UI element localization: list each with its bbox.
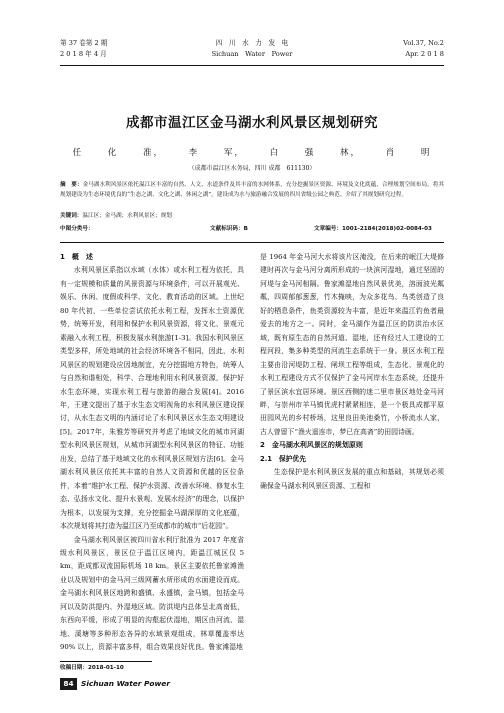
author-affiliation: （成都市温江区水务局，四川 成都 611130） bbox=[188, 165, 316, 172]
document-code: 文献标识码：B bbox=[210, 226, 248, 232]
journal-name-en: Sichuan Water Power bbox=[211, 50, 293, 58]
article-title: 成都市温江区金马湖水利风景区规划研究 bbox=[126, 115, 378, 131]
clc-number: 中图分类号： bbox=[60, 226, 94, 232]
abstract-text: 金马湖水利风景区依托温江区丰富的自然、人文、水道条件及其丰富的水网体系，充分挖掘景区资源、环境及文化底蕴，合理规划空间布局，将其规划建设为生态环境优良的“生态之湖、文化之湖、休闲之湖”，建设成为水与旅游融合发展的四川省级公园之典范。介绍了其规划研究过程。 bbox=[60, 182, 444, 199]
section-2-1-heading: 2.1 保护优先 bbox=[260, 454, 307, 463]
paragraph-overview: 水利风景区系指以水域（水体）或水利工程为依托，具有一定规模和质量的风景资源与环境条件，可以开展观光、娱乐、休闲、度假或科学、文化、教育活动的区域。上世纪 80 年代初，一些单位尝试依托水利工程，发挥水土资源优势，统筹开发，利用和保护水利风景资源，将文化、景观元素融入水利工程，积极发展水利旅游[1-3]。我国水利风景区类型多样，所处地域的社会经济环境各不相同，因此，水利风景区的规划建设应因地制宜，充分挖掘地方特色，统筹人与自然和谐相处，科学、合理地利用水利风景资源，保护好水生态环境，实现水利工程与旅游的融合发展[4]。2016年，王建文提出了基于水生态文明视角的水利风景区建设探讨，从水生态文明的内涵讨论了水利风景区水生态文明建设[5]。2017年，朱雅芳等研究并考虑了地域文化的城市河湖型水利风景区规划，从城市河湖型水利风景区的特征、功能出发，总结了基于地域文化的水利风景区规划方法[6]。金马湖水利风景区依托其丰富的自然人文资源和优越的区位条件，本着“维护水工程、保护水资源、改善水环境、修复水生态、弘扬水文化、提升水景观、发展水经济”的理念，以保护为根本，以发展为支撑，充分挖掘金马湖深厚的文化底蕴，本次规划将其打造为温江区乃至成都市的城市“后花园”。 bbox=[60, 266, 244, 531]
paragraph-scenic-area: 金马湖水利风景区被四川省水利厅批准为 2017 年度省级水利风景区，景区位于温江区境内，距温江城区仅 5 km，距成都双流国际机场 18 km。景区主要依托鲁家滩渔业以及规划中的金马河三级网蓄水所形成的水面建设而成。金马湖水利风景区地跨和盛镇、永盛镇，金马镇，包括金马河以及防洪提内、外湿地区域。防洪堤内总体呈北高南低，东西向平缓，形成了明显的沟壑起伏湿地，期区由河流、湿地、溪塘等多种形态各异的水域景观组成，林草覆盖率达 90% 以上，资源丰富多样，组合效果良好优良。鲁家滩湿地 bbox=[60, 535, 244, 652]
paragraph-scenic-area-continued: 是 1964 年金马河大水将该片区淹没，在后来的岷江大堤修建时再次与金马河分离所形成的一块滨河湿地，通过坚固的河堤与金马河相隔。鲁家滩湿地自然风景优美，溶面波光粼粼，四周郁郁葱葱，竹木掩映，为众多花鸟、鸟类创造了良好的栖息条件，鱼类资源较为丰富，是近年来温江钓鱼者最爱去的地方之一。同时，金马湖作为温江区的防洪治水区域，既有原生态的自然河道、湿地，还有经过人工建设的工程河段，集多种类型的河流生态系统于一身。景区水利工程主要由沿河堤防工程、闸坝工程等组成，生态化、景观化的水利工程建设方式不仅保护了金马河岸水生态系统，还提升了景区滨水宜居环境。景区西侧的迷二里市景区地处金马河畔，与崇州市羊马镇优虎村紧紧相连，是一个极具成都平原田园风光的乡村桥场，这里良田美池桑竹，小桥流水人家，古人曾留下“渔火遥连市，梦已在高斋”的田园诗画。 bbox=[260, 253, 444, 436]
date-en: Apr. 2 0 1 8 bbox=[405, 50, 444, 58]
article-metadata bbox=[60, 224, 444, 234]
section-1-heading: 1 概 述 bbox=[60, 253, 93, 261]
metadata-rule bbox=[60, 242, 444, 243]
volume-en: Vol.37, No.2 bbox=[403, 39, 444, 47]
header-right bbox=[403, 38, 444, 60]
keywords-label: 关键词： bbox=[60, 213, 83, 219]
article-authors: 任 化 准， 李 军， 白 强 林， 肖 明 bbox=[72, 148, 432, 158]
issue-cn: 第 37 卷第 2 期 bbox=[60, 39, 108, 47]
keywords-text: 温江区；金马湖；水利风景区；规划 bbox=[82, 213, 172, 219]
column-left bbox=[60, 251, 244, 655]
section-2-heading: 2 金马湖水利风景区的规划原则 bbox=[260, 441, 363, 450]
column-right bbox=[260, 251, 444, 493]
paragraph-protection: 生态保护是水利风景区发展的重点和基础，其规划必须确保金马湖水利风景区资源、工程和 bbox=[260, 468, 444, 490]
date-cn: 2 0 1 8 年 4 月 bbox=[60, 50, 107, 58]
running-header bbox=[60, 38, 444, 66]
header-rule bbox=[60, 65, 444, 66]
header-center bbox=[60, 38, 444, 60]
keywords bbox=[60, 211, 444, 221]
footer-journal-name: Sichuan Water Power bbox=[81, 679, 170, 688]
article-number: 文章编号：1001-2184(2018)02-0084-03 bbox=[314, 226, 432, 232]
footnote-rule bbox=[60, 661, 152, 662]
received-date: 收稿日期：2018-01-10 bbox=[60, 665, 124, 671]
abstract-label: 摘 要： bbox=[60, 182, 83, 188]
journal-name-cn: 四 川 水 力 发 电 bbox=[215, 39, 289, 47]
abstract bbox=[60, 180, 444, 200]
page-number: 84 bbox=[60, 678, 77, 690]
